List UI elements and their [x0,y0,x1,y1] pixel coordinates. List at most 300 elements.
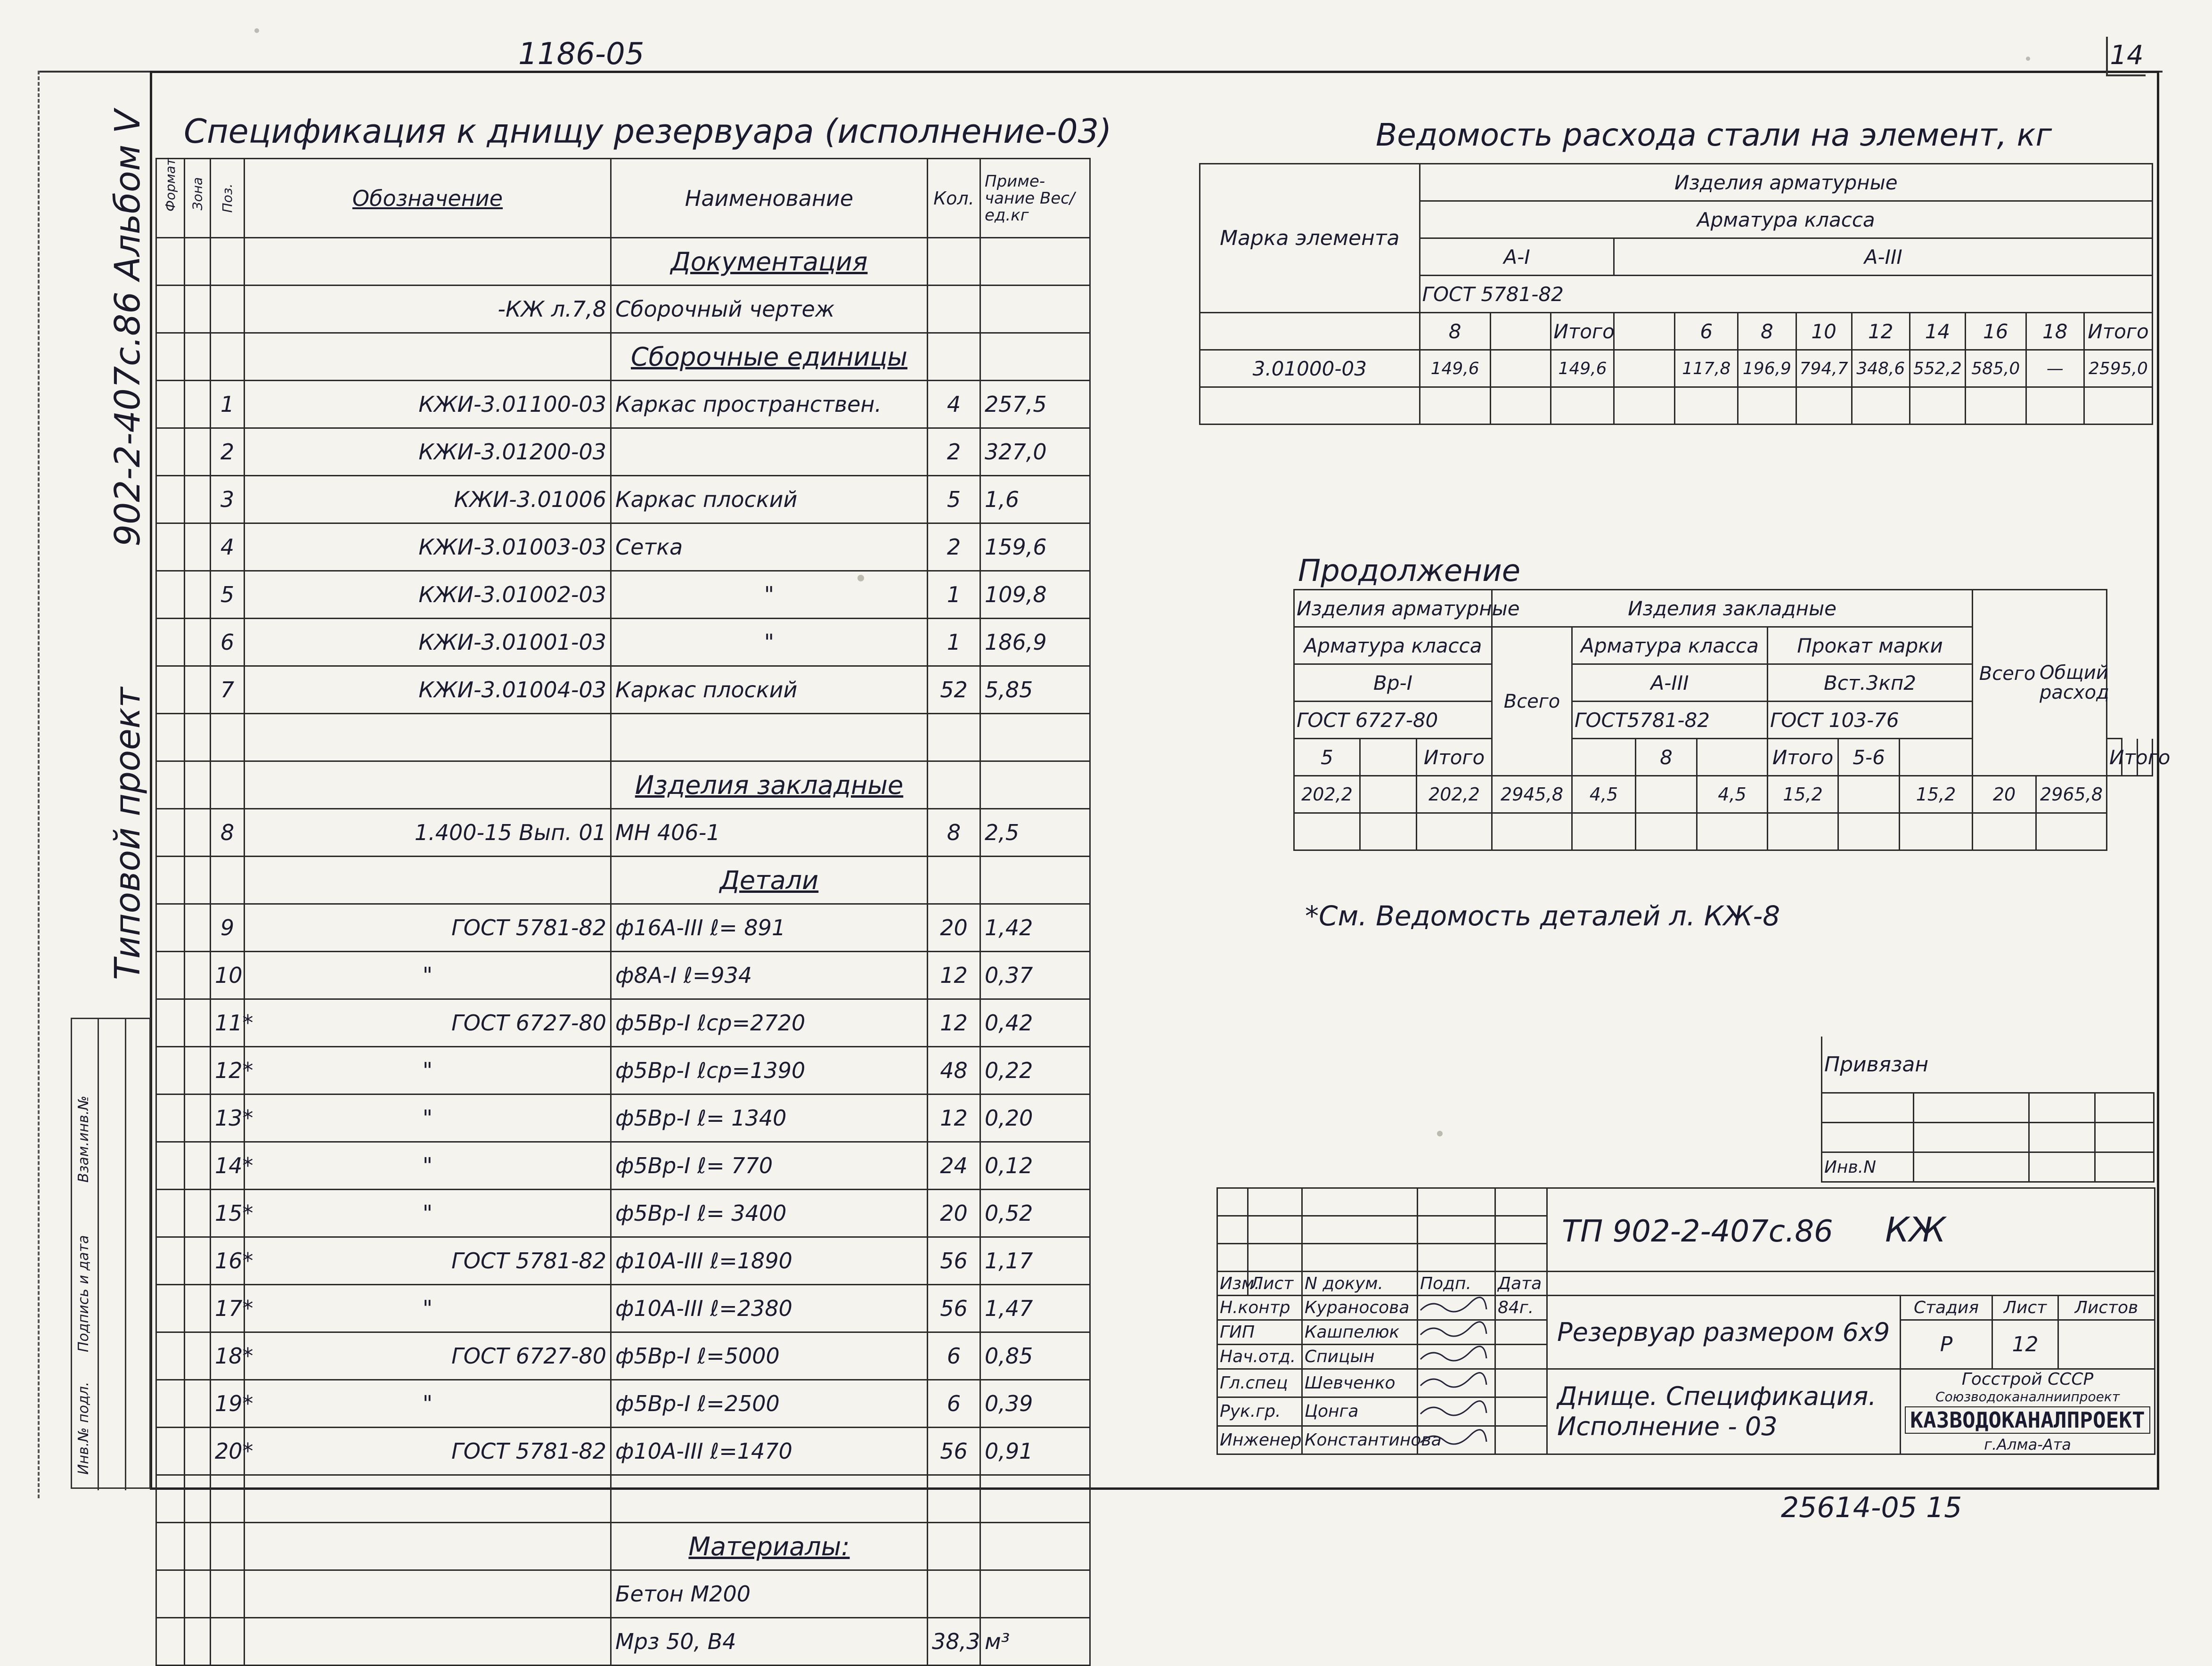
zone-cell [185,238,211,286]
name-cell: Каркас плоский [611,476,928,523]
steel-diameter: 8 [1420,313,1490,350]
cont-empty-cell [1768,813,1838,850]
pos-cell: 17* [211,1285,245,1332]
stamp-signature [1418,1397,1495,1426]
name-cell: ф10А-III ℓ=1470 [611,1428,928,1475]
designation-cell: " [245,1190,611,1237]
privyazan-box [1821,1037,2155,1183]
cont-empty-cell [1838,813,1900,850]
format-cell [156,952,185,999]
note-cell: 159,6 [980,523,1090,571]
stamp-role: Нач.отд. [1217,1345,1302,1369]
margin-label-replace: Взам.инв.№ [75,1095,92,1183]
pos-cell: 11* [211,999,245,1047]
col-format: Формат [163,158,178,212]
designation-cell: КЖИ-3.01003-03 [245,523,611,571]
stamp-date: 84г. [1495,1296,1547,1320]
cont-arm-class: Арматура класса [1294,627,1492,664]
note-cell: 0,12 [980,1142,1090,1190]
zone-cell [185,1190,211,1237]
qty-cell [928,1570,980,1618]
paper-speck [2026,57,2030,61]
name-cell: Сетка [611,523,928,571]
steel-class-a3: А-III [1614,238,2153,276]
stamp-sheet-title: Днище. Спецификация. Исполнение - 03 [1547,1369,1901,1454]
privyazan-label: Привязан [1822,1037,2154,1093]
qty-cell: 12 [928,1094,980,1142]
cont-arm-vsego: Всего [1492,627,1572,776]
zone-cell [185,1475,211,1523]
stamp-person-name: Константинова [1302,1426,1418,1454]
page-number: 14 [2106,37,2146,76]
zone-cell [185,1523,211,1570]
stamp-person-name: Спицын [1302,1345,1418,1369]
name-cell: ф8А-I ℓ=934 [611,952,928,999]
designation-cell: " [245,1142,611,1190]
qty-cell: 12 [928,999,980,1047]
pos-cell: 19* [211,1380,245,1428]
name-cell [611,1475,928,1523]
note-cell: 0,52 [980,1190,1090,1237]
cont-value: 20 [1973,776,2036,813]
stamp-date [1495,1426,1547,1454]
spec-row [156,1380,1090,1428]
format-cell [156,1618,185,1666]
cont-subhead [1697,739,1768,776]
note-cell [980,1570,1090,1618]
name-cell: Документация [611,238,928,286]
cont-value: 202,2 [1294,776,1360,813]
pos-cell [211,1523,245,1570]
col-designation: Обозначение [245,159,611,238]
note-cell: 0,22 [980,1047,1090,1094]
qty-cell [928,714,980,761]
note-cell: 0,91 [980,1428,1090,1475]
stamp-role: ГИП [1217,1320,1302,1345]
designation-cell: ГОСТ 6727-80 [245,1332,611,1380]
steel-mark-value: 3.01000-03 [1200,350,1420,387]
pos-cell [211,1618,245,1666]
note-cell [980,714,1090,761]
cont-emb-gost: ГОСТ5781-82 [1572,702,1768,739]
format-cell [156,1285,185,1332]
note-cell: 0,42 [980,999,1090,1047]
name-cell: " [611,619,928,666]
designation-cell: КЖИ-3.01002-03 [245,571,611,619]
qty-cell: 20 [928,904,980,952]
qty-cell: 24 [928,1142,980,1190]
qty-cell: 6 [928,1380,980,1428]
name-cell: ф10А-III ℓ=2380 [611,1285,928,1332]
cont-subhead: 5-6 [1838,739,1900,776]
cont-value: 15,2 [1768,776,1838,813]
designation-cell [245,238,611,286]
zone-cell [185,1142,211,1190]
qty-cell: 4 [928,381,980,428]
stamp-date [1495,1369,1547,1397]
stamp-organization [1901,1369,2155,1454]
format-cell [156,761,185,809]
format-cell [156,476,185,523]
stamp-code: ТП 902-2-407с.86 [1562,1214,1833,1249]
spec-row [156,1475,1090,1523]
qty-cell: 5 [928,476,980,523]
cont-emb-a3: А-III [1572,664,1768,702]
zone-cell [185,1047,211,1094]
format-cell [156,1475,185,1523]
cont-value: 202,2 [1417,776,1492,813]
cont-prokat: Прокат марки [1768,627,1973,664]
cont-emb-group: Изделия закладные [1492,590,1973,627]
designation-cell [245,857,611,904]
designation-cell: " [245,1380,611,1428]
spec-row [156,1047,1090,1094]
zone-cell [185,904,211,952]
cont-subhead: Итого [1768,739,1838,776]
format-cell [156,1380,185,1428]
note-cell [980,1475,1090,1523]
zone-cell [185,333,211,381]
spec-row [156,286,1090,333]
steel-class-a1: А-I [1420,238,1614,276]
zone-cell [185,1570,211,1618]
note-cell: 109,8 [980,571,1090,619]
pos-cell: 13* [211,1094,245,1142]
name-cell: Каркас плоский [611,666,928,714]
pos-cell [211,1570,245,1618]
cont-arm-bp: Вр-I [1294,664,1492,702]
steel-value: 552,2 [1910,350,1965,387]
album-label: 902-2-407с.86 Альбом V [107,109,148,547]
format-cell [156,571,185,619]
steel-diameter [1614,313,1675,350]
steel-value [1614,350,1675,387]
cont-empty-cell [1636,813,1697,850]
steel-gost: ГОСТ 5781-82 [1420,276,2152,313]
pos-cell [211,761,245,809]
pos-cell [211,333,245,381]
zone-cell [185,619,211,666]
designation-cell: ГОСТ 6727-80 [245,999,611,1047]
stamp-role: Н.контр [1217,1296,1302,1320]
spec-row [156,428,1090,476]
spec-row [156,714,1090,761]
zone-cell [185,761,211,809]
stamp-stage: Р [1901,1320,1992,1369]
stamp-sheet-label: Лист [1992,1296,2058,1320]
stamp-head-cell: Лист [1248,1272,1302,1296]
cont-value: 15,2 [1900,776,1973,813]
qty-cell: 52 [928,666,980,714]
note-cell: м³ [980,1618,1090,1666]
stamp-head-cell: Дата [1495,1272,1547,1296]
stamp-sheets [2058,1320,2155,1369]
stamp-date [1495,1397,1547,1426]
note-cell: 0,39 [980,1380,1090,1428]
zone-cell [185,1380,211,1428]
steel-empty-cell [1910,387,1965,425]
qty-cell [928,286,980,333]
designation-cell [245,1570,611,1618]
steel-diameter: Итого [2084,313,2152,350]
note-cell: 5,85 [980,666,1090,714]
spec-row [156,952,1090,999]
qty-cell [928,857,980,904]
project-label: Типовой проект [107,687,148,980]
cont-subhead: 8 [1636,739,1697,776]
steel-value: 2595,0 [2084,350,2152,387]
name-cell: Сборочные единицы [611,333,928,381]
stamp-signature [1418,1369,1495,1397]
designation-cell: ГОСТ 5781-82 [245,904,611,952]
steel-diameter: 18 [2026,313,2084,350]
steel-value: 794,7 [1796,350,1852,387]
zone-cell [185,476,211,523]
steel-table [1199,163,2153,425]
designation-cell: КЖИ-3.01200-03 [245,428,611,476]
steel-value: 149,6 [1551,350,1614,387]
name-cell: Материалы: [611,1523,928,1570]
name-cell: Каркас пространствен. [611,381,928,428]
org-line1: Госстрой СССР [1961,1370,2094,1389]
format-cell [156,999,185,1047]
format-cell [156,1190,185,1237]
cont-subhead-blank [1572,739,1636,776]
qty-cell: 20 [928,1190,980,1237]
zone-cell [185,809,211,857]
steel-empty-cell [1852,387,1910,425]
steel-value [1490,350,1551,387]
name-cell [611,428,928,476]
zone-cell [185,1618,211,1666]
steel-diam-blank [1200,313,1420,350]
pos-cell: 4 [211,523,245,571]
spec-row [156,381,1090,428]
designation-cell [245,761,611,809]
designation-cell [245,714,611,761]
note-cell: 257,5 [980,381,1090,428]
spec-row [156,523,1090,571]
footer-number: 25614-05 15 [1781,1491,1962,1524]
note-cell: 0,85 [980,1332,1090,1380]
pos-cell: 14* [211,1142,245,1190]
stamp-person-name: Кураносова [1302,1296,1418,1320]
qty-cell: 12 [928,952,980,999]
designation-cell: " [245,1094,611,1142]
designation-cell: " [245,1047,611,1094]
cont-subhead [1360,739,1417,776]
series-code: 1186-05 [518,37,645,72]
spec-row [156,1142,1090,1190]
qty-cell: 48 [928,1047,980,1094]
privyazan-inv: Инв.N [1822,1152,1914,1182]
steel-value: — [2026,350,2084,387]
pos-cell [211,286,245,333]
stamp-head-cell: N докум. [1302,1272,1418,1296]
pos-cell: 7 [211,666,245,714]
pos-cell: 10 [211,952,245,999]
zone-cell [185,952,211,999]
designation-cell [245,1475,611,1523]
designation-cell: КЖИ-3.01006 [245,476,611,523]
pos-cell: 12* [211,1047,245,1094]
cont-subhead: 5 [1294,739,1360,776]
pos-cell [211,857,245,904]
spec-table [155,158,1091,1666]
pos-cell: 18* [211,1332,245,1380]
zone-cell [185,1285,211,1332]
cont-prokat-gost: ГОСТ 103-76 [1768,702,1973,739]
name-cell: ф5Вр-I ℓ=2500 [611,1380,928,1428]
spec-row [156,476,1090,523]
format-cell [156,1142,185,1190]
format-cell [156,523,185,571]
designation-cell: ГОСТ 5781-82 [245,1237,611,1285]
qty-cell: 2 [928,523,980,571]
cont-emb-class: Арматура класса [1572,627,1768,664]
steel-diameter: 16 [1965,313,2026,350]
cont-prokat-mark: Вст.3кп2 [1768,664,1973,702]
cont-empty-cell [1900,813,1973,850]
spec-row [156,999,1090,1047]
format-cell [156,1094,185,1142]
pos-cell: 16* [211,1237,245,1285]
stamp-person-name: Цонга [1302,1397,1418,1426]
spec-row [156,904,1090,952]
qty-cell [928,333,980,381]
cont-emb-vsego: Всего [1979,663,2036,685]
steel-empty-cell [1420,387,1490,425]
pos-cell: 5 [211,571,245,619]
note-cell: 2,5 [980,809,1090,857]
cont-value: 4,5 [1572,776,1636,813]
paper-speck [254,28,259,33]
steel-value: 585,0 [1965,350,2026,387]
qty-cell: 56 [928,1285,980,1332]
qty-cell [928,1523,980,1570]
steel-empty-cell [2026,387,2084,425]
stamp-signature [1418,1320,1495,1345]
steel-empty-cell [1490,387,1551,425]
name-cell: Детали [611,857,928,904]
spec-row [156,333,1090,381]
cont-empty-cell [1572,813,1636,850]
note-cell [980,286,1090,333]
format-cell [156,857,185,904]
cont-value [1636,776,1697,813]
cont-subhead [1900,739,1973,776]
steel-diameter [1490,313,1551,350]
designation-cell [245,333,611,381]
note-cell: 0,20 [980,1094,1090,1142]
stamp-head-cell: Подп. [1418,1272,1495,1296]
spec-row [156,1094,1090,1142]
pos-cell [211,1475,245,1523]
spec-row [156,1332,1090,1380]
pos-cell: 6 [211,619,245,666]
steel-value: 348,6 [1852,350,1910,387]
qty-cell: 2 [928,428,980,476]
stamp-person-row [1217,1296,2155,1320]
stamp-head-blank [1547,1272,2155,1296]
cont-empty-cell [1697,813,1768,850]
steel-empty-cell [1200,387,1420,425]
spec-row [156,1237,1090,1285]
steel-empty-cell [1965,387,2026,425]
steel-value: 149,6 [1420,350,1490,387]
stamp-signature [1418,1296,1495,1320]
cont-arm-gost: ГОСТ 6727-80 [1294,702,1492,739]
spec-row [156,809,1090,857]
col-qty: Кол. [928,159,980,238]
name-cell: ф10А-III ℓ=1890 [611,1237,928,1285]
zone-cell [185,428,211,476]
steel-diameter: 8 [1738,313,1796,350]
steel-title: Ведомость расхода стали на элемент, кг [1376,117,2052,153]
note-cell: 186,9 [980,619,1090,666]
note-cell: 1,42 [980,904,1090,952]
margin-label-inv: Инв.№ подл. [75,1381,92,1475]
format-cell [156,238,185,286]
format-cell [156,428,185,476]
format-cell [156,904,185,952]
name-cell: Изделия закладные [611,761,928,809]
spec-row [156,571,1090,619]
spec-row [156,1570,1090,1618]
stamp-person-name: Шевченко [1302,1369,1418,1397]
cont-total-area [1973,590,2107,776]
spec-row [156,666,1090,714]
steel-value: 117,8 [1675,350,1738,387]
format-cell [156,381,185,428]
name-cell: Бетон М200 [611,1570,928,1618]
note-cell: 327,0 [980,428,1090,476]
cont-empty-cell [1492,813,1572,850]
zone-cell [185,571,211,619]
name-cell: ф5Вр-I ℓ= 770 [611,1142,928,1190]
steel-group-header: Изделия арматурные [1420,164,2152,201]
stamp-date [1495,1320,1547,1345]
zone-cell [185,286,211,333]
zone-cell [185,523,211,571]
format-cell [156,1237,185,1285]
format-cell [156,714,185,761]
format-cell [156,1570,185,1618]
spec-header-row [156,159,1090,238]
zone-cell [185,381,211,428]
cont-empty-cell [1417,813,1492,850]
cont-value [1838,776,1900,813]
name-cell: ф5Вр-I ℓ=5000 [611,1332,928,1380]
designation-cell: -КЖ л.7,8 [245,286,611,333]
pos-cell: 9 [211,904,245,952]
note-cell [980,1523,1090,1570]
footnote: *См. Ведомость деталей л. КЖ-8 [1305,900,1780,932]
note-cell: 1,47 [980,1285,1090,1332]
steel-empty-cell [1551,387,1614,425]
designation-cell [245,1618,611,1666]
pos-cell [211,714,245,761]
spec-row [156,238,1090,286]
cont-empty-cell [1360,813,1417,850]
cont-subhead: Итого [1417,739,1492,776]
designation-cell: КЖИ-3.01100-03 [245,381,611,428]
steel-diameter: 10 [1796,313,1852,350]
format-cell [156,1428,185,1475]
name-cell: ф5Вр-I ℓср=2720 [611,999,928,1047]
designation-cell: КЖИ-3.01004-03 [245,666,611,714]
stamp-sheets-label: Листов [2058,1296,2155,1320]
